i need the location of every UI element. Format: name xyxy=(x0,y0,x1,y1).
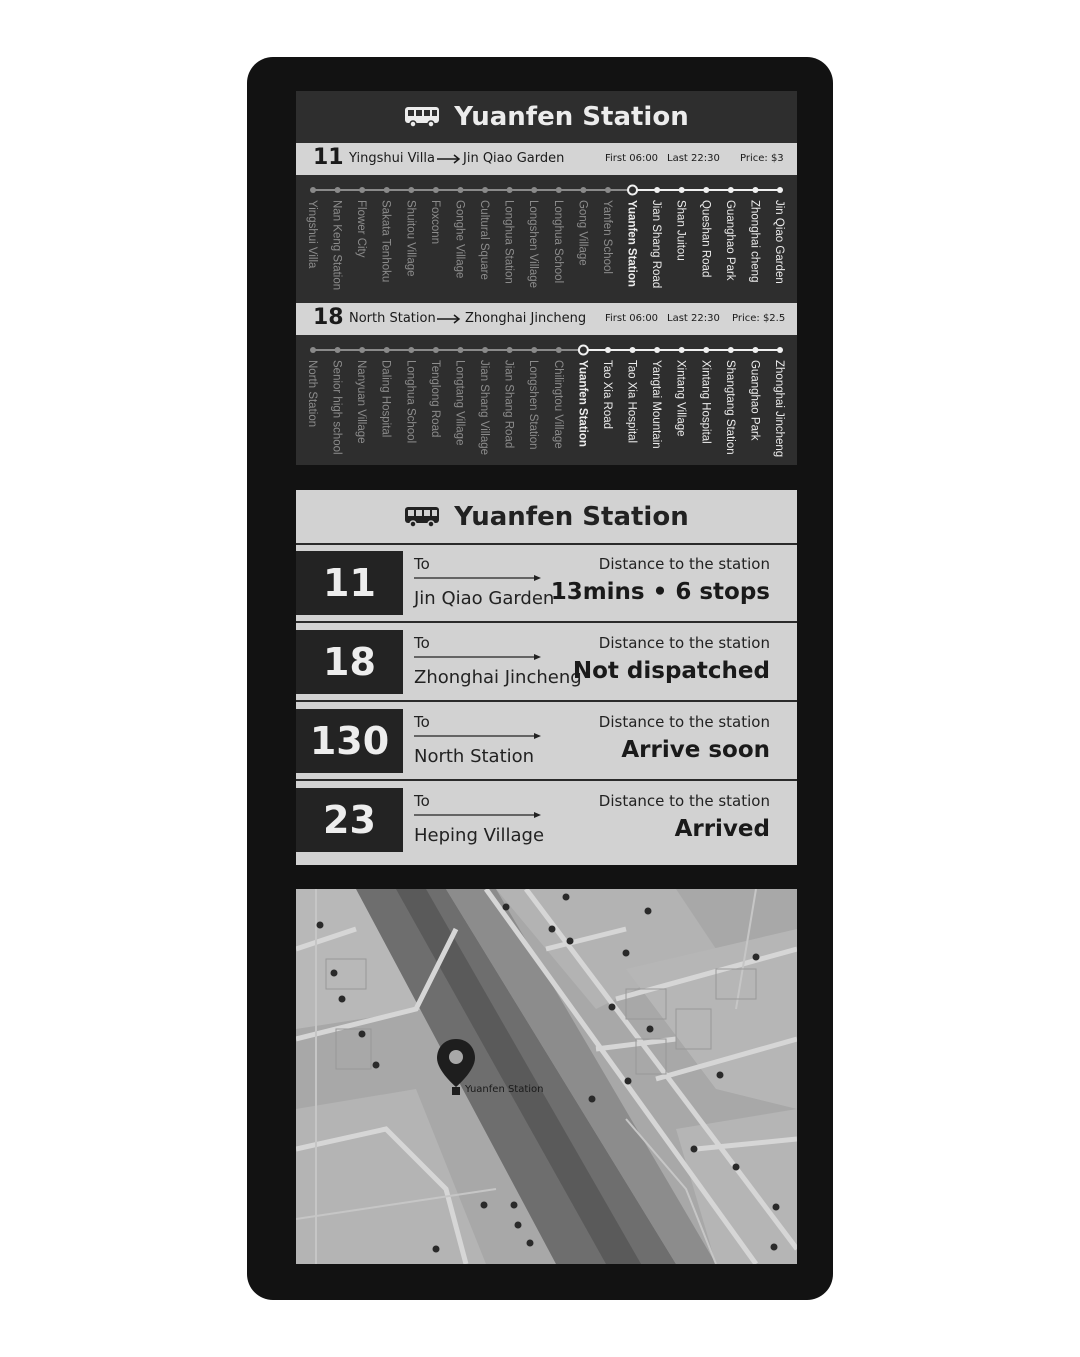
arrival-row xyxy=(296,782,797,860)
stop-marker xyxy=(310,347,316,353)
current-stop-name: Yuanfen Station xyxy=(625,200,638,287)
distance-label: Distance to the station xyxy=(598,555,770,573)
first-bus-time: First 06:00 xyxy=(605,153,659,164)
stop-name: Jin Qiao Garden xyxy=(773,200,785,284)
stop-name: Nanyuan Village xyxy=(355,360,368,444)
bus-stop-icon xyxy=(452,1087,460,1095)
stop-name: Cultural Square xyxy=(478,200,491,280)
stop-name: Longshen Village xyxy=(527,200,540,289)
stop-name: Longtang Village xyxy=(453,360,466,446)
stop-name: Longshen Station xyxy=(527,360,540,450)
stop-marker xyxy=(482,347,488,353)
stop-name: Longhua School xyxy=(404,360,417,444)
current-stop-marker xyxy=(628,186,637,195)
stop-marker xyxy=(359,187,365,193)
route-18-stop-line xyxy=(296,335,797,465)
stop-name: Xintang Hospital xyxy=(699,360,712,444)
stop-marker xyxy=(556,347,562,353)
stop-marker xyxy=(335,187,341,193)
stop-marker xyxy=(531,347,537,353)
stop-marker xyxy=(433,187,439,193)
map-station-label: Yuanfen Station xyxy=(465,1084,544,1095)
station-title: Yuanfen Station xyxy=(454,102,689,132)
stop-marker xyxy=(531,187,537,193)
current-stop-name: Yuanfen Station xyxy=(576,360,589,447)
stop-name: Zhonghai Jincheng xyxy=(773,360,785,458)
arrival-status: Arrive soon xyxy=(621,737,770,763)
last-bus-time: Last 22:30 xyxy=(667,153,720,164)
stop-marker xyxy=(408,187,414,193)
destination: Jin Qiao Garden xyxy=(414,588,555,609)
arrow-right-icon xyxy=(414,732,542,740)
stop-marker xyxy=(703,187,709,193)
stop-marker xyxy=(703,347,709,353)
stop-marker xyxy=(457,187,463,193)
arrival-row xyxy=(296,545,797,623)
route-origin: North Station xyxy=(349,311,436,326)
stop-name: Chilingtou Village xyxy=(551,360,564,449)
stop-name: Jian Shang Village xyxy=(478,360,491,456)
current-stop-marker xyxy=(579,346,588,355)
route-destination: Jin Qiao Garden xyxy=(463,151,565,166)
stop-marker xyxy=(752,187,758,193)
route-number-badge: 23 xyxy=(296,788,403,852)
to-label: To xyxy=(414,713,430,731)
to-label: To xyxy=(414,555,430,573)
arrivals-panel xyxy=(296,490,797,865)
station-title: Yuanfen Station xyxy=(454,501,689,532)
route-number: 18 xyxy=(313,305,344,330)
stop-marker xyxy=(457,347,463,353)
stop-marker xyxy=(654,347,660,353)
stop-name: Flower City xyxy=(355,200,368,258)
stop-name: Yanfen School xyxy=(600,200,613,274)
stop-name: Tenglong Road xyxy=(428,360,441,438)
stop-marker xyxy=(310,187,316,193)
route-destination: Zhonghai Jincheng xyxy=(465,311,587,326)
stop-name: Xintang Village xyxy=(674,360,687,437)
stop-name: Sakata Tenhoku xyxy=(379,200,392,283)
arrow-right-icon xyxy=(414,653,542,661)
stop-marker xyxy=(507,347,513,353)
stop-name: Yangtai Mountain xyxy=(650,360,663,449)
stop-marker xyxy=(752,347,758,353)
stop-marker xyxy=(605,187,611,193)
stop-marker xyxy=(384,347,390,353)
arrival-row xyxy=(296,624,797,702)
stop-marker xyxy=(433,347,439,353)
route-panel-header xyxy=(296,91,797,143)
arrow-right-icon xyxy=(437,153,461,165)
stop-marker xyxy=(507,187,513,193)
stop-marker xyxy=(777,347,783,353)
arrival-row xyxy=(296,703,797,781)
stop-name: Foxconn xyxy=(428,200,441,245)
first-bus-time: First 06:00 xyxy=(605,313,659,324)
route-number-badge: 11 xyxy=(296,551,403,615)
destination: North Station xyxy=(414,746,535,767)
stop-marker xyxy=(679,347,685,353)
stop-marker xyxy=(408,347,414,353)
stop-name: Jian Shang Road xyxy=(502,360,515,449)
arrival-status: Arrived xyxy=(674,816,770,842)
stop-name: Yingshui Villa xyxy=(306,200,318,269)
route-number-badge: 18 xyxy=(296,630,403,694)
bus-icon xyxy=(404,106,440,128)
stop-marker xyxy=(359,347,365,353)
stop-name: Senior high school xyxy=(330,360,343,455)
stop-name: North Station xyxy=(306,360,318,428)
distance-label: Distance to the station xyxy=(598,792,770,810)
route-diagram-panel xyxy=(296,91,797,465)
arrow-right-icon xyxy=(414,574,542,582)
stop-marker xyxy=(580,187,586,193)
fare-price: Price: $2.5 xyxy=(732,313,786,324)
stop-marker xyxy=(654,187,660,193)
arrival-status: Not dispatched xyxy=(572,658,770,684)
stop-marker xyxy=(728,347,734,353)
to-label: To xyxy=(414,634,430,652)
stop-name: Longhua Station xyxy=(502,200,515,284)
stop-name: Zhonghai cheng xyxy=(748,200,761,283)
stop-marker xyxy=(556,187,562,193)
stop-marker xyxy=(335,347,341,353)
stop-name: Shuitou Village xyxy=(404,200,417,277)
stop-name: Tao Xia Hospital xyxy=(625,360,638,444)
route-origin: Yingshui Villa xyxy=(349,151,435,166)
route-11-stop-line xyxy=(296,175,797,303)
arrival-status: 13mins • 6 stops xyxy=(550,579,770,605)
distance-label: Distance to the station xyxy=(598,634,770,652)
stop-name: Guanghao Park xyxy=(748,360,761,441)
distance-label: Distance to the station xyxy=(598,713,770,731)
route-number: 11 xyxy=(313,145,344,170)
arrow-right-icon xyxy=(437,313,461,325)
map-canvas[interactable] xyxy=(296,889,797,1264)
stop-marker xyxy=(630,347,636,353)
stop-name: Guanghao Park xyxy=(723,200,736,281)
stop-name: Tao Xia Road xyxy=(600,360,613,430)
route-number-badge: 130 xyxy=(296,709,403,773)
station-map[interactable] xyxy=(296,889,797,1264)
arrow-right-icon xyxy=(414,811,542,819)
stop-name: Jian Shang Road xyxy=(650,200,663,289)
route-18-bar xyxy=(296,303,797,335)
stop-name: Nan Keng Station xyxy=(330,200,343,291)
stop-name: Gong Village xyxy=(576,200,589,266)
stop-name: Longhua School xyxy=(551,200,564,284)
stop-name: Shangtang Station xyxy=(723,360,736,455)
stop-name: Queshan Road xyxy=(699,200,712,278)
bus-icon xyxy=(404,506,440,528)
stop-marker xyxy=(777,187,783,193)
last-bus-time: Last 22:30 xyxy=(667,313,720,324)
to-label: To xyxy=(414,792,430,810)
stop-marker xyxy=(679,187,685,193)
fare-price: Price: $3 xyxy=(740,153,784,164)
route-11-bar xyxy=(296,143,797,175)
stop-name: Shan Juitou xyxy=(674,200,687,261)
stop-marker xyxy=(384,187,390,193)
stop-marker xyxy=(728,187,734,193)
stop-marker xyxy=(605,347,611,353)
stop-name: Daling Hospital xyxy=(379,360,392,438)
stop-marker xyxy=(482,187,488,193)
destination: Heping Village xyxy=(414,825,545,846)
destination: Zhonghai Jincheng xyxy=(414,667,582,688)
arrivals-header xyxy=(296,490,797,545)
stop-name: Gonghe Village xyxy=(453,200,466,279)
